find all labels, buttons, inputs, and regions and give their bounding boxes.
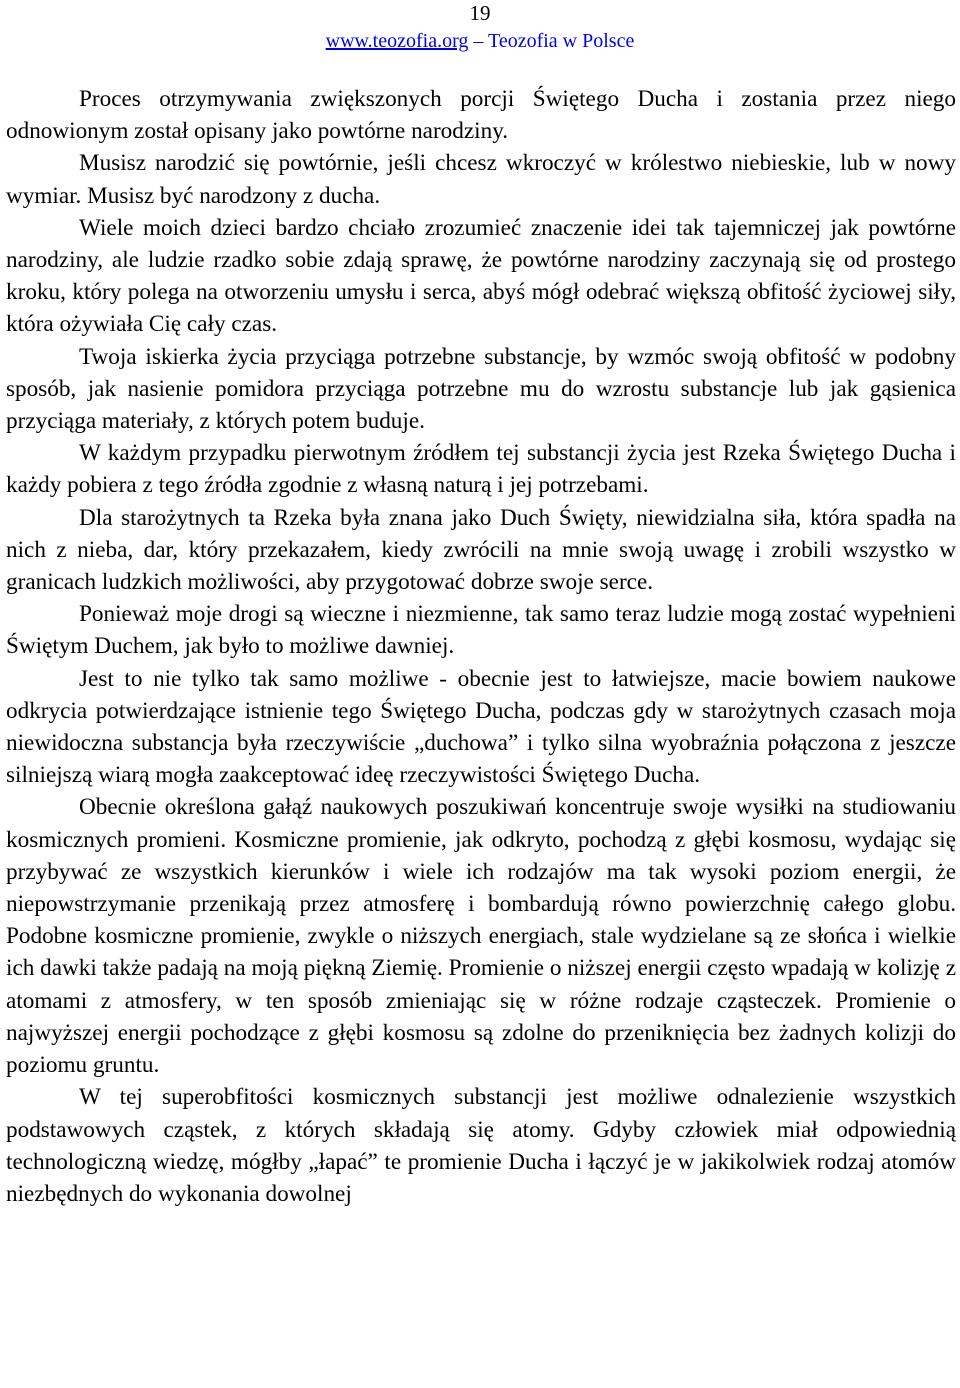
header-separator: –: [473, 30, 484, 52]
paragraph: Dla starożytnych ta Rzeka była znana jako Duch Święty, niewidzialna siła, która spadła na nich z nieba, dar, który przekazałem, kiedy zwrócili na mnie swoją uwagę i zrobili wszystko w granicach ludzkich możliwości, aby przygotować dobrze swoje serce.: [6, 504, 956, 596]
paragraph: W każdym przypadku pierwotnym źródłem tej substancji życia jest Rzeka Świętego Ducha i każdy pobiera z tego źródła zgodnie z własną naturą i jej potrzebami.: [6, 440, 956, 499]
paragraph: Twoja iskierka życia przyciąga potrzebne substancje, by wzmóc swoją obfitość w podobny sposób, jak nasienie pomidora przyciąga potrzebne mu do wzrostu substancje lub jak gąsienica przyciąga materiały, z których potem buduje.: [6, 343, 956, 435]
paragraph: Jest to nie tylko tak samo możliwe - obecnie jest to łatwiejsze, macie bowiem naukowe odkrycia potwierdzające istnienie tego Świętego Ducha, podczas gdy w starożytnych czasach moja niewidoczna substancja była rzeczywiście „duchowa” i tylko silna wyobraźnia połączona z jeszcze silniejszą wiarą mogła zaakceptować ideę rzeczywistości Świętego Ducha.: [6, 665, 956, 789]
site-link[interactable]: www.teozofia.org: [325, 30, 469, 52]
paragraph: Ponieważ moje drogi są wieczne i niezmienne, tak samo teraz ludzie mogą zostać wypełnieni Świętym Duchem, jak było to możliwe dawniej.: [6, 601, 956, 660]
running-header: [0, 28, 960, 54]
page-number: 19: [469, 1, 491, 25]
site-name: Teozofia w Polsce: [488, 30, 635, 52]
paragraph: Obecnie określona gałąź naukowych poszukiwań koncentruje swoje wysiłki na studiowaniu kosmicznych promieni. Kosmiczne promienie, jak odkryto, pochodzą z głębi kosmosu, wydając się przybywać ze wszystkich kierunków i wiele ich rodzajów ma tak wysoki poziom energii, że niepowstrzymanie przenikają przez atmosferę i bombardują równo powierzchnię całego globu. Podobne kosmiczne promienie, zwykle o niższych energiach, stale wydzielane są ze słońca i wielkie ich dawki także padają na moją piękną Ziemię. Promienie o niższej energii często wpadają w kolizję z atomami z atmosfery, w ten sposób zmieniając się w różne rodzaje cząsteczek. Promienie o najwyższej energii pochodzące z głębi kosmosu są zdolne do przeniknięcia bez żadnych kolizji do poziomu gruntu.: [6, 794, 956, 1079]
paragraph: Musisz narodzić się powtórnie, jeśli chcesz wkroczyć w królestwo niebieskie, lub w nowy wymiar. Musisz być narodzony z ducha.: [6, 150, 956, 209]
paragraph: Wiele moich dzieci bardzo chciało zrozumieć znaczenie idei tak tajemniczej jak powtórne narodziny, ale ludzie rzadko sobie zdają sprawę, że powtórne narodziny zaczynają się od prostego kroku, który polega na otworzeniu umysłu i serca, abyś mógł odebrać większą obfitość życiowej siły, która ożywiała Cię cały czas.: [6, 214, 956, 338]
paragraph: W tej superobfitości kosmicznych substancji jest możliwe odnalezienie wszystkich podstawowych cząstek, z których składają się atomy. Gdyby człowiek miał odpowiednią technologiczną wiedzę, mógłby „łapać” te promienie Ducha i łączyć je w jakikolwiek rodzaj atomów niezbędnych do wykonania dowolnej: [6, 1084, 956, 1207]
body-text: [6, 83, 956, 1210]
paragraph: Proces otrzymywania zwiększonych porcji Świętego Ducha i zostania przez niego odnowionym został opisany jako powtórne narodziny.: [6, 86, 956, 145]
